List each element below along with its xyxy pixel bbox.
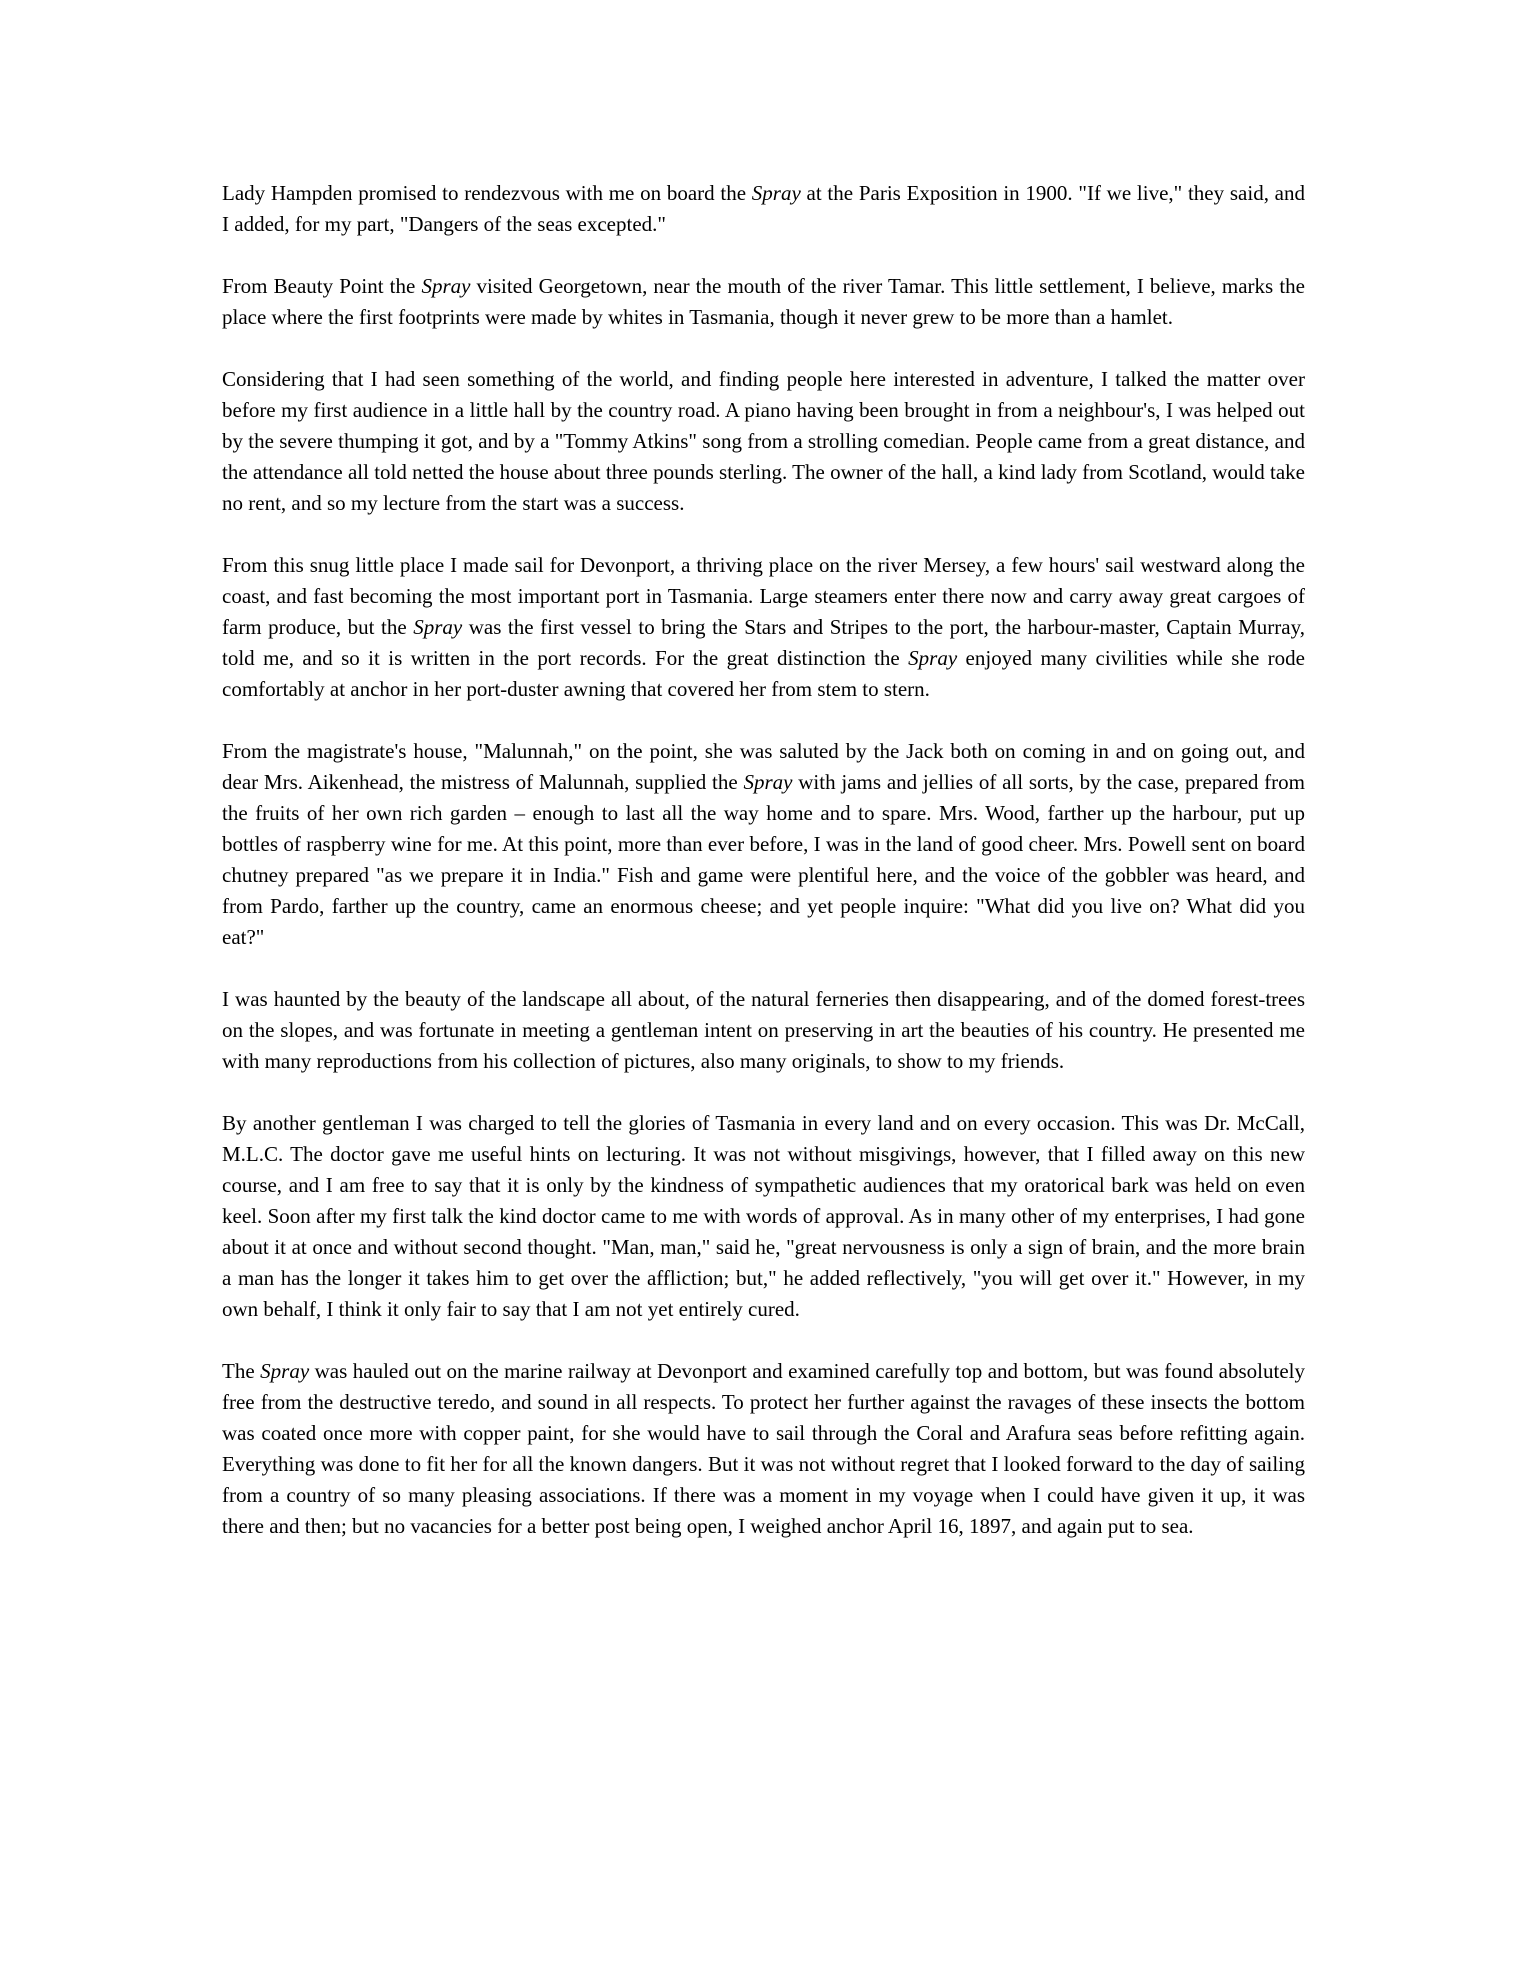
paragraph — [222, 736, 1305, 953]
text-run: By another gentleman I was charged to tell the glories of Tasmania in every land and on every occasion. This was Dr. McCall, M.L.C. The doctor gave me useful hints on lecturing. It was not without misgivings, however, that I filled away on this new course, and I am free to say that it is only by the kindness of sympathetic audiences that my oratorical bark was held on even keel. Soon after my first talk the kind doctor came to me with words of approval. As in many other of my enterprises, I had gone about it at once and without second thought. "Man, man," said he, "great nervousness is only a sign of brain, and the more brain a man has the longer it takes him to get over the affliction; but," he added reflectively, "you will get over it." However, in my own behalf, I think it only fair to say that I am not yet entirely cured. — [222, 1111, 1305, 1321]
paragraph — [222, 550, 1305, 705]
paragraph — [222, 1108, 1305, 1325]
italic-text-run: Spray — [743, 770, 793, 794]
text-run: I was haunted by the beauty of the landscape all about, of the natural ferneries then disappearing, and of the domed forest-trees on the slopes, and was fortunate in meeting a gentleman intent on preserving in art the beauties of his country. He presented me with many reproductions from his collection of pictures, also many originals, to show to my friends. — [222, 987, 1305, 1073]
text-run: visited Georgetown, near the mouth of the river Tamar. This little settlement, I believe, marks the place where the first footprints were made by whites in Tasmania, though it never grew to be more than a hamlet. — [222, 274, 1305, 329]
italic-text-run: Spray — [413, 615, 463, 639]
text-run: From Beauty Point the — [222, 274, 422, 298]
text-run: From this snug little place I made sail for Devonport, a thriving place on the river Mersey, a few hours' sail westward along the coast, and fast becoming the most important port in Tasmania. Large steamers enter there now and carry away great cargoes of farm produce, but the — [222, 553, 1305, 639]
text-run: enjoyed many civilities while she rode comfortably at anchor in her port-duster awning that covered her from stem to stern. — [222, 646, 1305, 701]
paragraph — [222, 178, 1305, 240]
italic-text-run: Spray — [751, 181, 801, 205]
paragraph — [222, 364, 1305, 519]
text-run: Considering that I had seen something of the world, and finding people here interested in adventure, I talked the matter over before my first audience in a little hall by the country road. A piano having been brought in from a neighbour's, I was helped out by the severe thumping it got, and by a "Tommy Atkins" song from a strolling comedian. People came from a great distance, and the attendance all told netted the house about three pounds sterling. The owner of the hall, a kind lady from Scotland, would take no rent, and so my lecture from the start was a success. — [222, 367, 1305, 515]
italic-text-run: Spray — [421, 274, 471, 298]
paragraph — [222, 271, 1305, 333]
text-run: The — [222, 1359, 261, 1383]
italic-text-run: Spray — [260, 1359, 310, 1383]
text-run: From the magistrate's house, "Malunnah," on the point, she was saluted by the Jack both on coming in and on going out, and dear Mrs. Aikenhead, the mistress of Malunnah, supplied the — [222, 739, 1305, 794]
document-body — [222, 178, 1305, 1542]
paragraph — [222, 984, 1305, 1077]
paragraph — [222, 1356, 1305, 1542]
text-run: with jams and jellies of all sorts, by the case, prepared from the fruits of her own rich garden – enough to last all the way home and to spare. Mrs. Wood, farther up the harbour, put up bottles of raspberry wine for me. At this point, more than ever before, I was in the land of good cheer. Mrs. Powell sent on board chutney prepared "as we prepare it in India." Fish and game were plentiful here, and the voice of the gobbler was heard, and from Pardo, farther up the country, came an enormous cheese; and yet people inquire: "What did you live on? What did you eat?" — [222, 770, 1305, 949]
italic-text-run: Spray — [908, 646, 958, 670]
text-run: at the Paris Exposition in 1900. "If we live," they said, and I added, for my part, "Dangers of the seas excepted." — [222, 181, 1306, 236]
text-run: was the first vessel to bring the Stars and Stripes to the port, the harbour-master, Captain Murray, told me, and so it is written in the port records. For the great distinction the — [222, 615, 1305, 670]
text-run: Lady Hampden promised to rendezvous with me on board the — [222, 181, 752, 205]
text-run: was hauled out on the marine railway at Devonport and examined carefully top and bottom, but was found absolutely free from the destructive teredo, and sound in all respects. To protect her further against the ravages of these insects the bottom was coated once more with copper paint, for she would have to sail through the Coral and Arafura seas before refitting again. Everything was done to fit her for all the known dangers. But it was not without regret that I looked forward to the day of sailing from a country of so many pleasing associations. If there was a moment in my voyage when I could have given it up, it was there and then; but no vacancies for a better post being open, I weighed anchor April 16, 1897, and again put to sea. — [222, 1359, 1305, 1538]
